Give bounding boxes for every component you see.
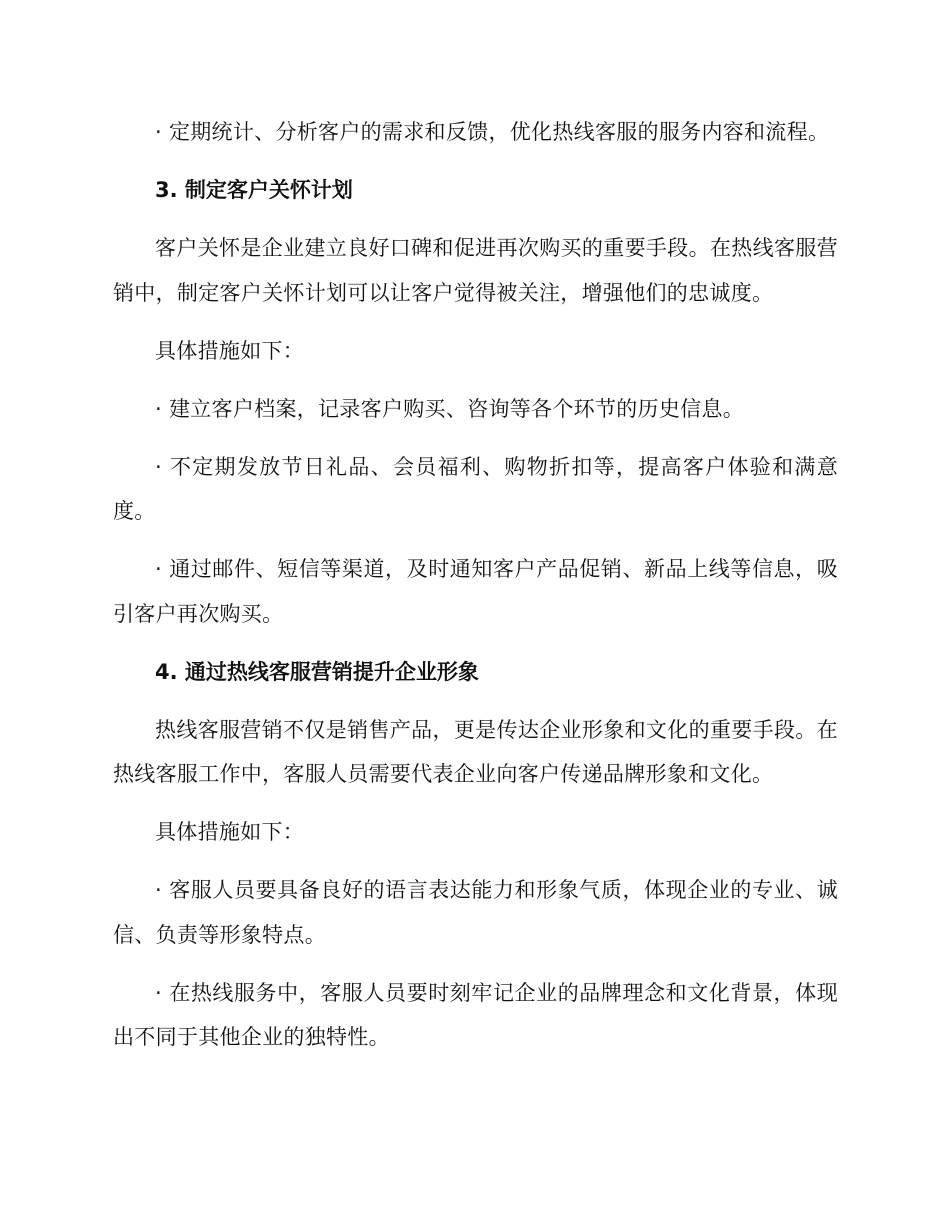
spacer	[113, 855, 838, 869]
spacer	[113, 315, 838, 329]
bullet-paragraph-gifts-benefits: · 不定期发放节日礼品、会员福利、购物折扣等，提高客户体验和满意度。	[113, 454, 838, 523]
bullet-paragraph-brand-culture: · 在热线服务中，客服人员要时刻牢记企业的品牌理念和文化背景，体现出不同于其他企业的独特性。	[113, 980, 838, 1049]
spacer	[113, 213, 838, 227]
bullet-paragraph-feedback: · 定期统计、分析客户的需求和反馈，优化热线客服的服务内容和流程。	[155, 120, 830, 144]
paragraph-measures-label: 具体措施如下：	[155, 820, 305, 844]
spacer	[113, 431, 838, 445]
spacer	[113, 373, 838, 387]
spacer	[113, 957, 838, 971]
spacer	[113, 155, 838, 169]
spacer	[113, 797, 838, 811]
bullet-paragraph-customer-profile: · 建立客户档案，记录客户购买、咨询等各个环节的历史信息。	[155, 396, 745, 421]
document-page	[113, 110, 838, 1060]
section-heading-corporate-image: 4. 通过热线客服营销提升企业形象	[155, 659, 479, 684]
spacer	[113, 636, 838, 650]
paragraph-customer-care-intro: 客户关怀是企业建立良好口碑和促进再次购买的重要手段。在热线客服营销中，制定客户关怀计划可以让客户觉得被关注，增强他们的忠诚度。	[113, 236, 838, 305]
spacer	[113, 694, 838, 708]
paragraph-corporate-image-intro: 热线客服营销不仅是销售产品，更是传达企业形象和文化的重要手段。在热线客服工作中，客服人员需要代表企业向客户传递品牌形象和文化。	[113, 717, 838, 786]
spacer	[113, 534, 838, 548]
paragraph-measures-label: 具体措施如下：	[155, 338, 305, 363]
section-heading-customer-care: 3. 制定客户关怀计划	[155, 178, 353, 202]
bullet-paragraph-staff-qualities: · 客服人员要具备良好的语言表达能力和形象气质，体现企业的专业、诚信、负责等形象特点。	[113, 878, 838, 947]
bullet-paragraph-notifications: · 通过邮件、短信等渠道，及时通知客户产品促销、新品上线等信息，吸引客户再次购买。	[113, 557, 838, 626]
